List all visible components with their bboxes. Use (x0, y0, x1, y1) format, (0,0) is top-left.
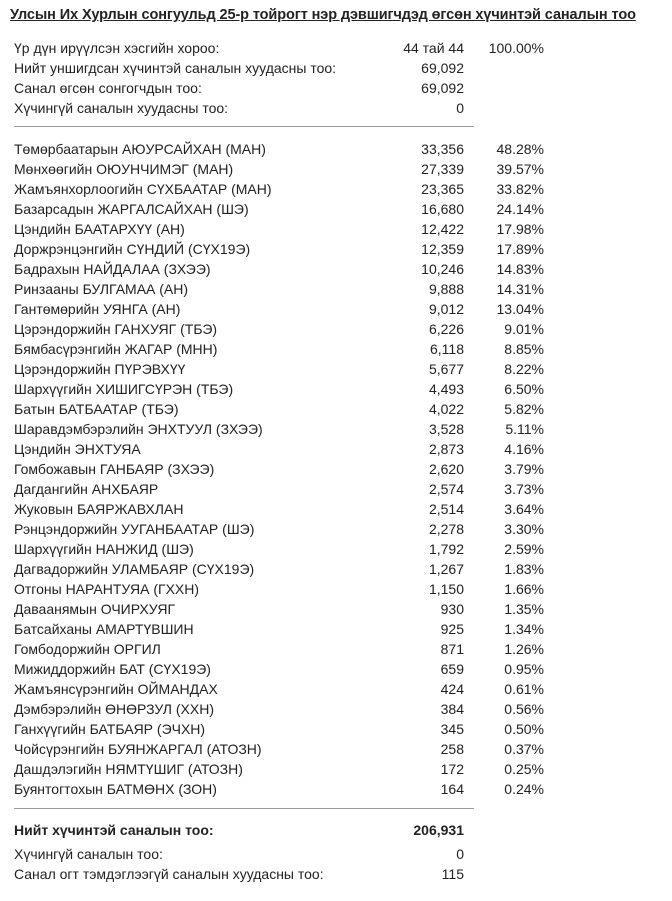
candidate-row-label: Жамъянсүрэнгийн ОЙМАНДАХ (14, 681, 218, 697)
candidate-row-percent: 0.50% (504, 721, 544, 737)
candidate-row-label: Рэнцэндоржийн УУГАНБААТАР (ШЭ) (14, 521, 255, 537)
candidate-row-percent: 5.11% (505, 421, 544, 437)
candidate-row-value: 930 (440, 601, 464, 617)
candidate-row-label: Цэрэндоржийн ПҮРЭВХҮҮ (14, 361, 186, 377)
candidate-row-percent: 1.26% (504, 641, 544, 657)
candidate-row-label: Чойсүрэнгийн БУЯНЖАРГАЛ (АТОЗН) (14, 741, 262, 757)
candidate-row (14, 499, 544, 519)
candidate-row-percent: 3.73% (504, 481, 544, 497)
candidate-row-percent: 2.59% (504, 541, 544, 557)
candidate-row-label: Батын БАТБААТАР (ТБЭ) (14, 401, 179, 417)
candidate-row-label: Шаравдэмбэрэлийн ЭНХТУУЛ (ЗХЭЭ) (14, 421, 263, 437)
candidate-row-percent: 33.82% (496, 181, 544, 197)
candidate-row-value: 6,118 (430, 341, 464, 357)
candidate-row (14, 559, 544, 579)
candidate-row-percent: 3.79% (504, 461, 544, 477)
candidate-row-value: 2,574 (428, 481, 464, 497)
candidate-row (14, 239, 544, 259)
candidate-row-label: Мижиддоржийн БАТ (СҮХ19Э) (14, 661, 211, 677)
candidate-row-percent: 14.31% (496, 281, 544, 297)
candidate-row-percent: 0.56% (504, 701, 544, 717)
candidate-row (14, 639, 544, 659)
summary-row-value: 0 (456, 100, 464, 116)
candidate-row-label: Дашдэлэгийн НЯМТҮШИГ (АТОЗН) (14, 761, 243, 777)
candidate-row-percent: 6.50% (504, 381, 544, 397)
candidate-row-label: Ганхүүгийн БАТБАЯР (ЭЧХН) (14, 721, 206, 737)
candidate-row-value: 258 (440, 741, 464, 757)
total-row-value: 115 (441, 866, 464, 882)
candidate-row-value: 9,012 (428, 301, 464, 317)
candidate-row-label: Төмөрбаатарын АЮУРСАЙХАН (МАН) (14, 141, 266, 157)
summary-row (14, 38, 544, 58)
candidate-row (14, 379, 544, 399)
candidate-row-value: 2,873 (428, 441, 464, 457)
candidate-row-value: 1,150 (428, 581, 464, 597)
candidate-row (14, 759, 544, 779)
candidate-row-value: 5,677 (428, 361, 464, 377)
candidate-row (14, 679, 544, 699)
candidate-row (14, 779, 544, 799)
candidate-row-label: Гомбодоржийн ОРГИЛ (14, 641, 161, 657)
summary-row-value: 44 тай 44 (403, 40, 464, 56)
candidate-row (14, 159, 544, 179)
candidate-row-percent: 1.83% (504, 561, 544, 577)
candidate-row (14, 339, 544, 359)
candidate-row (14, 299, 544, 319)
candidate-row-label: Жамъянхорлоогийн СҮХБААТАР (МАН) (14, 181, 272, 197)
candidate-row-percent: 5.82% (504, 401, 544, 417)
summary-row (14, 98, 544, 118)
total-row-label: Санал огт тэмдэглээгүй саналын хуудасны тоо: (14, 866, 324, 882)
candidate-row (14, 419, 544, 439)
candidate-row-label: Базарсадын ЖАРГАЛСАЙХАН (ШЭ) (14, 201, 249, 217)
candidate-row-percent: 14.83% (496, 261, 544, 277)
total-row (14, 844, 544, 864)
candidate-row (14, 659, 544, 679)
candidate-row (14, 539, 544, 559)
candidate-row-value: 1,792 (428, 541, 464, 557)
summary-row (14, 58, 544, 78)
candidate-row-value: 1,267 (428, 561, 464, 577)
candidate-row-value: 384 (440, 701, 464, 717)
candidate-row (14, 719, 544, 739)
candidate-row (14, 479, 544, 499)
candidate-row-value: 4,493 (428, 381, 464, 397)
summary-row-value: 69,092 (421, 80, 464, 96)
candidate-row (14, 219, 544, 239)
candidate-row-value: 424 (440, 681, 464, 697)
candidate-row-value: 27,339 (421, 161, 464, 177)
candidate-row-percent: 0.61% (504, 681, 544, 697)
summary-row-value: 69,092 (421, 60, 464, 76)
candidate-row-value: 10,246 (421, 261, 464, 277)
candidate-row (14, 179, 544, 199)
candidate-row (14, 319, 544, 339)
candidate-row-label: Мөнхөөгийн ОЮУНЧИМЭГ (МАН) (14, 161, 234, 177)
candidate-row (14, 699, 544, 719)
candidate-row-label: Отгоны НАРАНТУЯА (ГХХН) (14, 581, 200, 597)
candidate-row-label: Цэндийн ЭНХТУЯА (14, 441, 141, 457)
total-row-value: 206,931 (413, 822, 464, 838)
divider-top (14, 126, 474, 127)
candidate-row-percent: 9.01% (504, 321, 544, 337)
candidate-row-label: Бадрахын НАЙДАЛАА (ЗХЭЭ) (14, 261, 211, 277)
candidate-row-value: 12,422 (421, 221, 464, 237)
candidate-row-label: Жуковын БАЯРЖАВХЛАН (14, 501, 184, 517)
candidate-row-percent: 3.64% (504, 501, 544, 517)
candidate-row-value: 2,620 (428, 461, 464, 477)
candidate-row-label: Буянтогтохын БАТМӨНХ (ЗОН) (14, 781, 217, 797)
candidate-row-label: Бямбасүрэнгийн ЖАГАР (МНН) (14, 341, 218, 357)
candidate-row-percent: 39.57% (496, 161, 544, 177)
candidate-row (14, 579, 544, 599)
page-title: Улсын Их Хурлын сонгуульд 25-р тойрогт нэр дэвшигчдэд өгсөн хүчинтэй саналын тоо (10, 7, 636, 23)
candidate-row (14, 359, 544, 379)
candidate-row-percent: 0.37% (504, 741, 544, 757)
candidate-row-value: 4,022 (428, 401, 464, 417)
candidate-row-value: 2,514 (428, 501, 464, 517)
summary-row-label: Нийт уншигдсан хүчинтэй саналын хуудасны тоо: (14, 60, 337, 76)
divider-bottom (14, 808, 474, 809)
total-row-label: Хүчингүй саналын тоо: (14, 846, 163, 862)
summary-row (14, 78, 544, 98)
candidate-row (14, 399, 544, 419)
candidate-row-value: 871 (440, 641, 464, 657)
candidate-row-label: Батсайханы АМАРТҮВШИН (14, 621, 194, 637)
total-row-value: 0 (456, 846, 464, 862)
candidate-row-label: Ринзааны БУЛГАМАА (АН) (14, 281, 189, 297)
candidate-row-percent: 0.24% (504, 781, 544, 797)
candidate-row-label: Шархүүгийн ХИШИГСҮРЭН (ТБЭ) (14, 381, 234, 397)
candidate-row-value: 33,356 (421, 141, 464, 157)
candidate-row (14, 459, 544, 479)
candidate-row-percent: 13.04% (496, 301, 544, 317)
candidate-row (14, 259, 544, 279)
candidate-row-percent: 4.16% (504, 441, 544, 457)
candidate-row-percent: 8.85% (504, 341, 544, 357)
candidate-row (14, 599, 544, 619)
candidate-row-percent: 48.28% (496, 141, 544, 157)
candidate-row-value: 659 (440, 661, 464, 677)
candidate-row-value: 6,226 (428, 321, 464, 337)
total-row (14, 864, 544, 884)
candidate-row-percent: 3.30% (504, 521, 544, 537)
candidate-row-percent: 8.22% (504, 361, 544, 377)
candidate-row-value: 172 (440, 761, 464, 777)
candidate-row-percent: 1.34% (504, 621, 544, 637)
candidate-row-label: Гантөмөрийн УЯНГА (АН) (14, 301, 181, 317)
summary-row-label: Үр дүн ирүүлсэн хэсгийн хороо: (14, 40, 220, 56)
candidate-row (14, 739, 544, 759)
total-row-label: Нийт хүчинтэй саналын тоо: (14, 822, 214, 838)
candidate-row-label: Дагдангийн АНХБАЯР (14, 481, 159, 497)
candidate-row (14, 519, 544, 539)
candidate-row-label: Доржрэнцэнгийн СҮНДИЙ (СҮХ19Э) (14, 241, 251, 257)
candidate-row-label: Цэрэндоржийн ГАНХУЯГ (ТБЭ) (14, 321, 218, 337)
candidate-row (14, 139, 544, 159)
candidate-row-label: Дагвадоржийн УЛАМБАЯР (СҮХ19Э) (14, 561, 255, 577)
candidate-row-value: 3,528 (428, 421, 464, 437)
candidate-row-value: 12,359 (421, 241, 464, 257)
candidate-row-value: 2,278 (428, 521, 464, 537)
candidate-row (14, 619, 544, 639)
candidate-row-percent: 1.66% (504, 581, 544, 597)
candidate-row-value: 16,680 (421, 201, 464, 217)
summary-row-percent: 100.00% (488, 40, 544, 56)
candidate-row-label: Даваанямын ОЧИРХУЯГ (14, 601, 176, 617)
candidate-row-value: 925 (440, 621, 464, 637)
candidate-row-value: 23,365 (421, 181, 464, 197)
candidate-row-label: Дэмбэрэлийн ӨНӨРЗУЛ (ХХН) (14, 701, 214, 717)
summary-row-label: Санал өгсөн сонгогчдын тоо: (14, 80, 202, 96)
candidate-row (14, 439, 544, 459)
candidate-row (14, 199, 544, 219)
candidate-row-label: Цэндийн БААТАРХҮҮ (АН) (14, 221, 185, 237)
candidate-row-percent: 0.95% (504, 661, 544, 677)
candidate-row-label: Гомбожавын ГАНБАЯР (ЗХЭЭ) (14, 461, 215, 477)
candidate-row-value: 164 (440, 781, 464, 797)
candidate-row-value: 345 (440, 721, 464, 737)
candidate-row-percent: 17.98% (496, 221, 544, 237)
candidate-row-percent: 17.89% (496, 241, 544, 257)
candidate-row-value: 9,888 (428, 281, 464, 297)
candidate-row (14, 279, 544, 299)
candidate-row-percent: 24.14% (496, 201, 544, 217)
total-row (14, 820, 544, 840)
candidate-row-percent: 1.35% (504, 601, 544, 617)
candidate-row-label: Шархүүгийн НАНЖИД (ШЭ) (14, 541, 194, 557)
candidate-row-percent: 0.25% (504, 761, 544, 777)
summary-row-label: Хүчингүй саналын хуудасны тоо: (14, 100, 229, 116)
